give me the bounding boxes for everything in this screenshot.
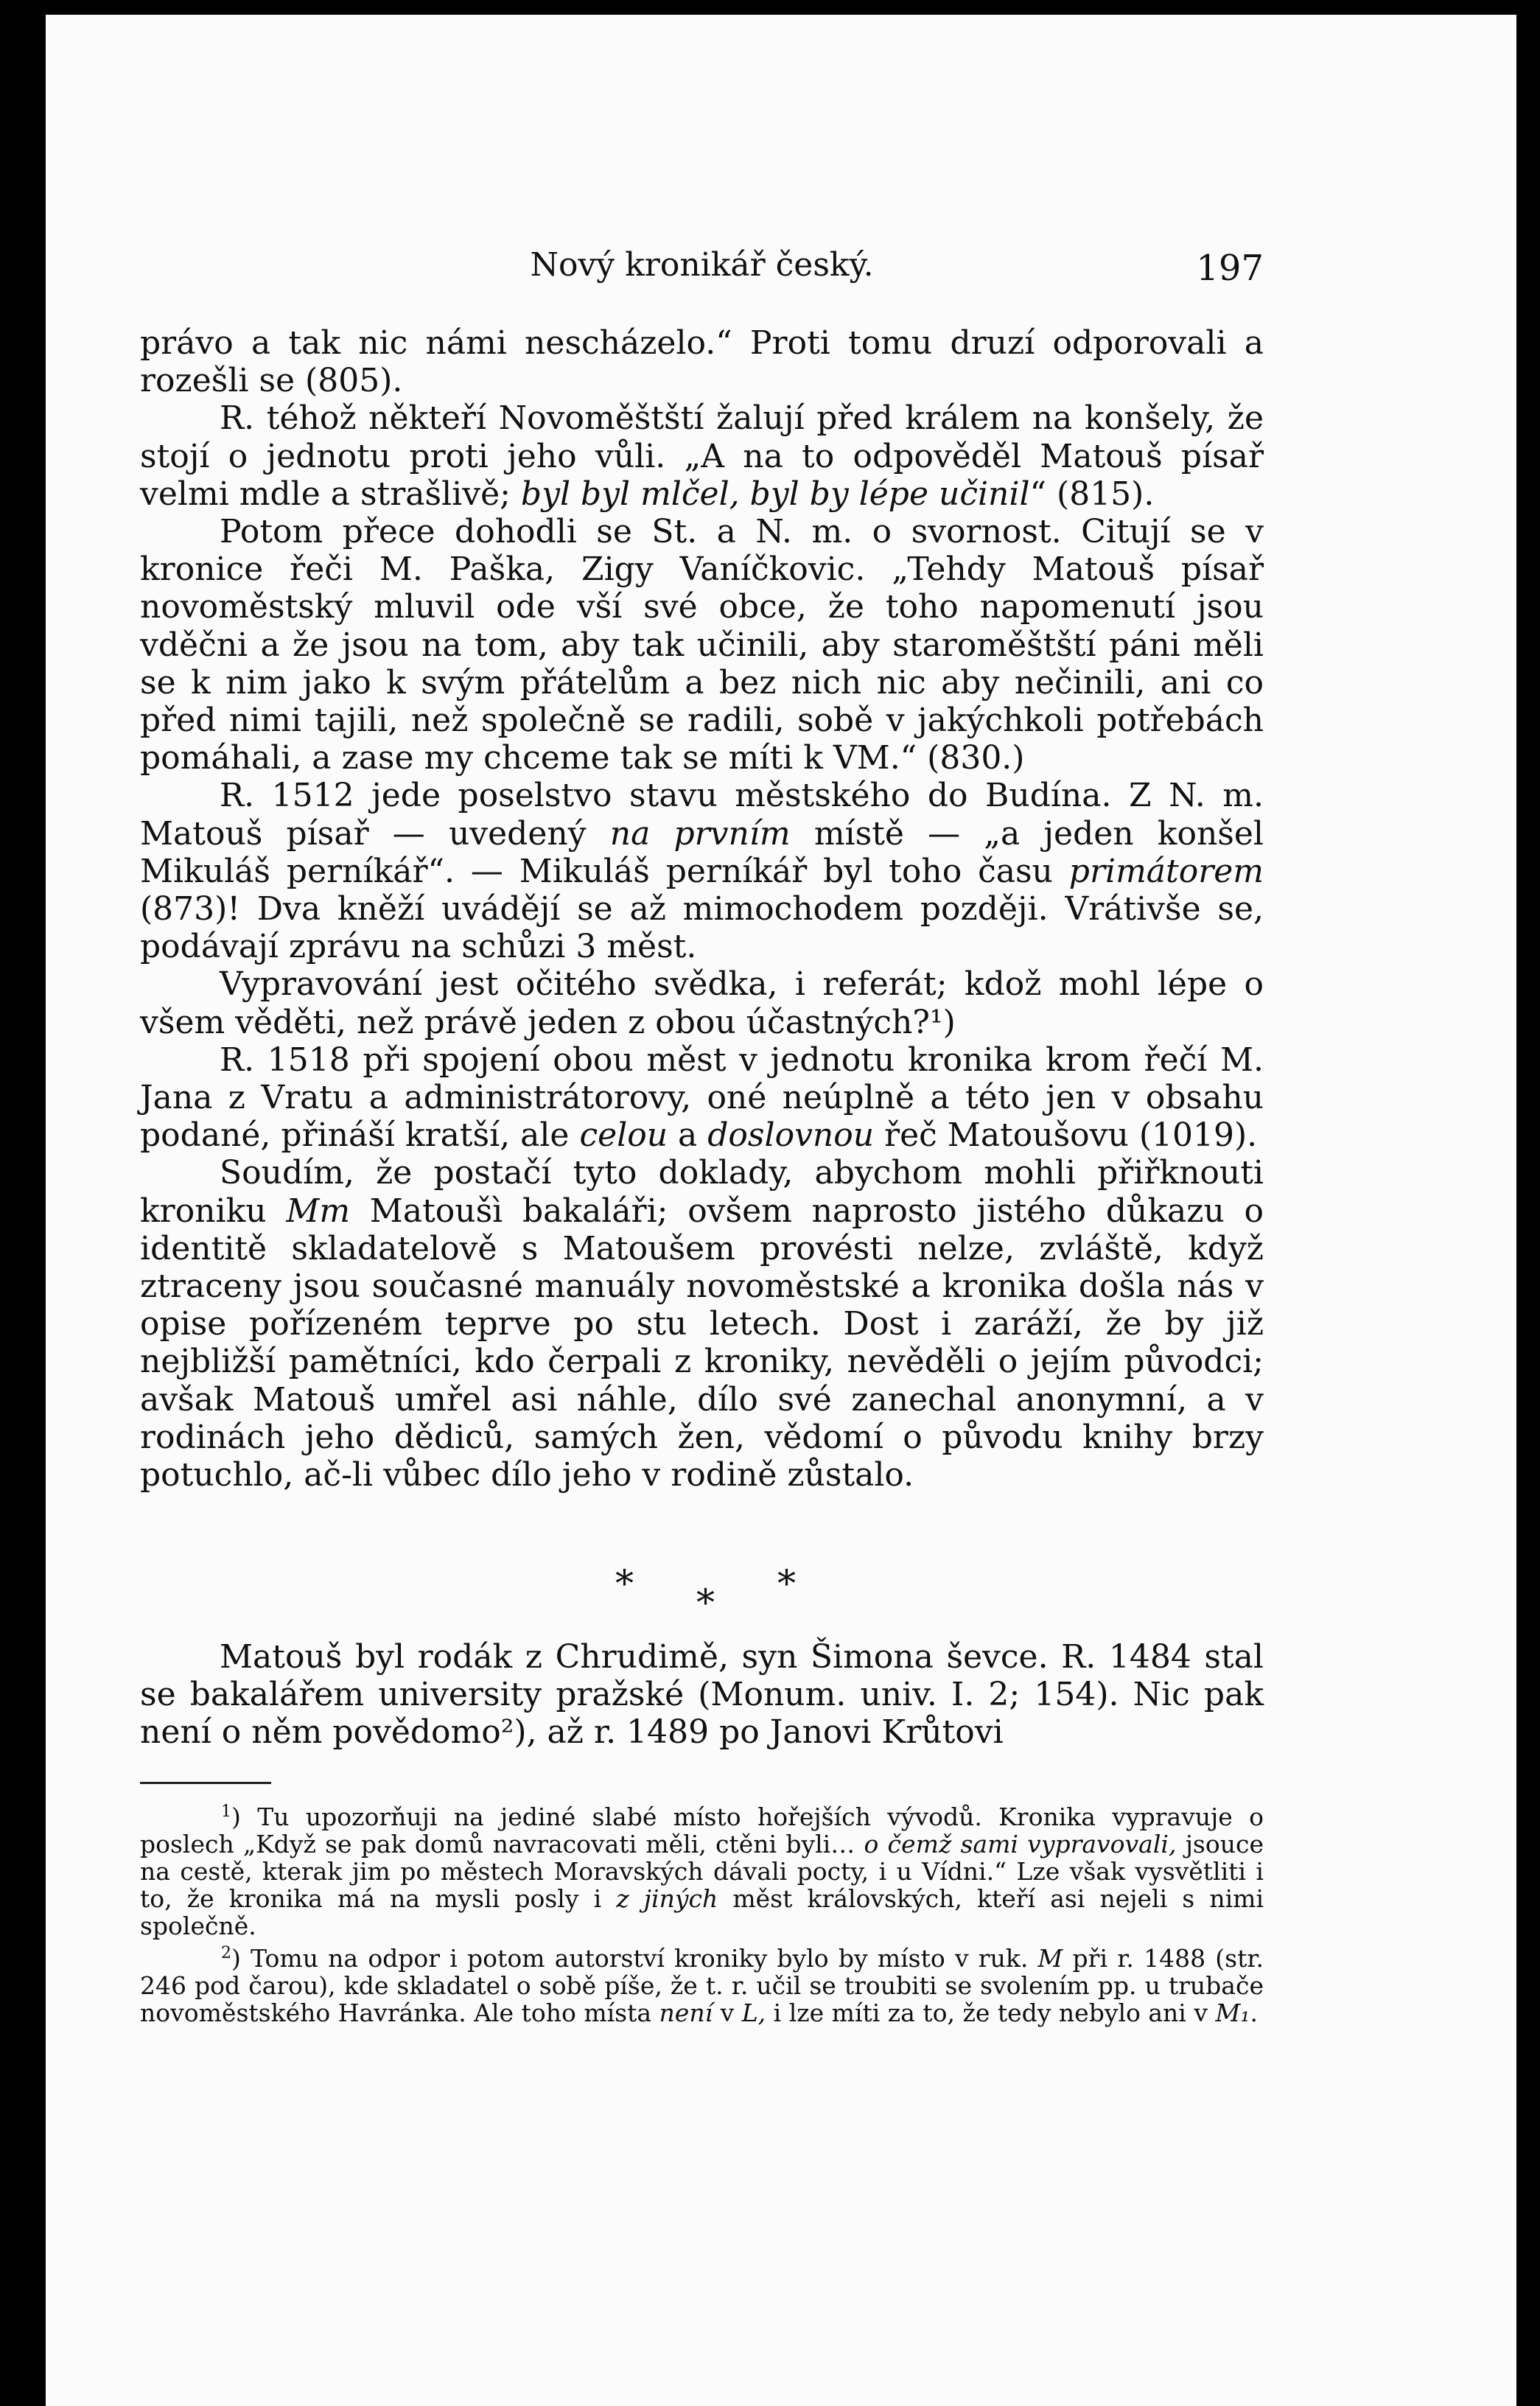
text-run: Tomu na odpor i potom autorství kroniky bylo by místo v ruk.: [251, 1944, 1038, 1973]
text-run: v: [713, 1998, 742, 2027]
section-separator: [0, 1562, 1540, 1629]
italic-run: byl byl mlčel, byl by lépe učinil: [520, 475, 1030, 513]
italic-run: není: [659, 1998, 713, 2027]
text-run: i lze míti za to, že tedy nebylo ani v: [766, 1998, 1216, 2027]
footnotes: [140, 1798, 1264, 2026]
text-run: “ (815).: [1029, 475, 1155, 513]
paragraph: [140, 965, 1264, 1041]
text-run: Potom přece dohodli se St. a N. m. o svornost. Citují se v kronice řeči M. Paška, Zigy Vaníčkovic. „Tehdy Matouš písař novoměstský mluvil ode vší své obce, že toho napomenutí jsou vděčni a že jsou na tom, aby tak učinili, aby staroměštští páni měli se k nim jako k svým přátelům a bez nich nic aby nečinili, ani co před nimi tajili, než společně se radili, sobě v jakýchkoli potřebách pomáhali, a zase my chceme tak se míti k VM.“ (830.): [140, 513, 1264, 777]
separator-star: *: [777, 1562, 796, 1605]
italic-run: M: [1037, 1944, 1063, 1973]
text-run: Vypravování jest očitého svědka, i referát; kdož mohl lépe o všem věděti, než právě jeden z obou účastných?¹): [140, 965, 1264, 1041]
footnote: [140, 1798, 1264, 1940]
paragraph: [140, 777, 1264, 965]
text-run: Soudím, že postačí tyto doklady, abychom mohli přiřknouti kroniku: [140, 1154, 1264, 1230]
text-run: a: [668, 1116, 708, 1155]
italic-run: celou: [579, 1116, 668, 1155]
footnote-rule: [140, 1782, 271, 1784]
section-two: [140, 1638, 1264, 1752]
separator-star: *: [696, 1581, 715, 1624]
scan-border-left: [0, 0, 46, 2406]
text-run: .: [1250, 1998, 1259, 2027]
running-title: Nový kronikář český.: [530, 246, 874, 284]
text-run: měst královských, kteří asi nejeli s nimi společně.: [140, 1884, 1264, 1940]
paragraph: [140, 1154, 1264, 1494]
italic-run: o čemž sami vypravovali,: [864, 1830, 1177, 1858]
italic-run: M₁: [1215, 1998, 1250, 2027]
text-run: právo a tak nic námi nescházelo.“ Proti tomu druzí odporovali a rozešli se (805).: [140, 324, 1264, 400]
footnote: [140, 1940, 1264, 2026]
footnote-marker-paren: ): [231, 1944, 251, 1973]
paragraph: [140, 324, 1264, 399]
italic-run: Mm: [286, 1192, 351, 1230]
text-run: R. téhož někteří Novoměštští žalují před králem na konšely, že stojí o jednotu proti jeho vůli. „A na to odpověděl Matouš písař velmi mdle a strašlivě;: [140, 399, 1264, 513]
paragraph: [140, 399, 1264, 513]
text-run: jsouce na cestě, kterak jim po městech Moravských dávali pocty, i u Vídni.“ Lze však vysvětliti i to, že kronika má na mysli posly i: [140, 1830, 1264, 1913]
page-number: 197: [1196, 248, 1264, 289]
text-run: místě — „a jeden konšel Mikuláš perníkář“. — Mikuláš perníkář byl toho času: [140, 814, 1264, 890]
scan-border-top: [0, 0, 1540, 15]
page-header: [140, 240, 1264, 292]
italic-run: primátorem: [1068, 852, 1264, 890]
footnote-marker-paren: ): [231, 1802, 258, 1831]
separator-star: *: [615, 1562, 634, 1605]
text-run: Matoušì bakaláři; ovšem naprosto jistého důkazu o identitě skladatelově s Matoušem provésti nelze, zvláště, když ztraceny jsou současné manuály novoměstské a kronika došla nás v opise pořízeném teprve po stu letech. Dost i zaráží, že by již nejbližší pamětníci, kdo čerpali z kroniky, nevěděli o jejím původci; avšak Matouš umřel asi náhle, dílo své zanechal anonymní, a v rodinách jeho dědiců, samých žen, vědomí o původu knihy brzy potuchlo, ač-li vůbec dílo jeho v rodině zůstalo.: [140, 1192, 1264, 1494]
italic-run: z jiných: [616, 1884, 718, 1913]
paragraph: [140, 513, 1264, 777]
text-run: při r. 1488 (str. 246 pod čarou), kde skladatel o sobě píše, že t. r. učil se troubiti se svolením pp. u trubače novoměstského Havránka. Ale toho místa: [140, 1944, 1264, 2027]
paragraph: Matouš byl rodák z Chrudimě, syn Šimona ševce. R. 1484 stal se bakalářem university pražské (Monum. univ. I. 2; 154). Nic pak není o něm povědomo²), až r. 1489 po Janovi Krůtovi: [140, 1638, 1264, 1752]
scan-border-right: [1516, 0, 1540, 2406]
body-text: [140, 324, 1264, 1494]
footnote-marker: 2: [221, 1944, 231, 1962]
text-run: Tu upozorňuji na jediné slabé místo hořejších vývodů. Kronika vypravuje o poslech „Když se pak domů navracovati měli, ctěni byli…: [140, 1802, 1264, 1858]
paragraph: [140, 1041, 1264, 1155]
text-run: R. 1518 při spojení obou měst v jednotu kronika krom řečí M. Jana z Vratu a administrátorovy, oné neúplně a této jen v obsahu podané, přináší kratší, ale: [140, 1041, 1264, 1155]
italic-run: L,: [741, 1998, 766, 2027]
italic-run: na prvním: [609, 814, 791, 853]
text-run: řeč Matoušovu (1019).: [874, 1116, 1258, 1155]
text-run: (873)! Dva kněží uvádějí se až mimochodem později. Vrátivše se, podávají zprávu na schůzi 3 měst.: [140, 890, 1264, 966]
footnote-marker: 1: [221, 1802, 231, 1821]
text-run: R. 1512 jede poselstvo stavu městského do Budína. Z N. m. Matouš písař — uvedený: [140, 777, 1264, 853]
italic-run: doslovnou: [707, 1116, 875, 1155]
